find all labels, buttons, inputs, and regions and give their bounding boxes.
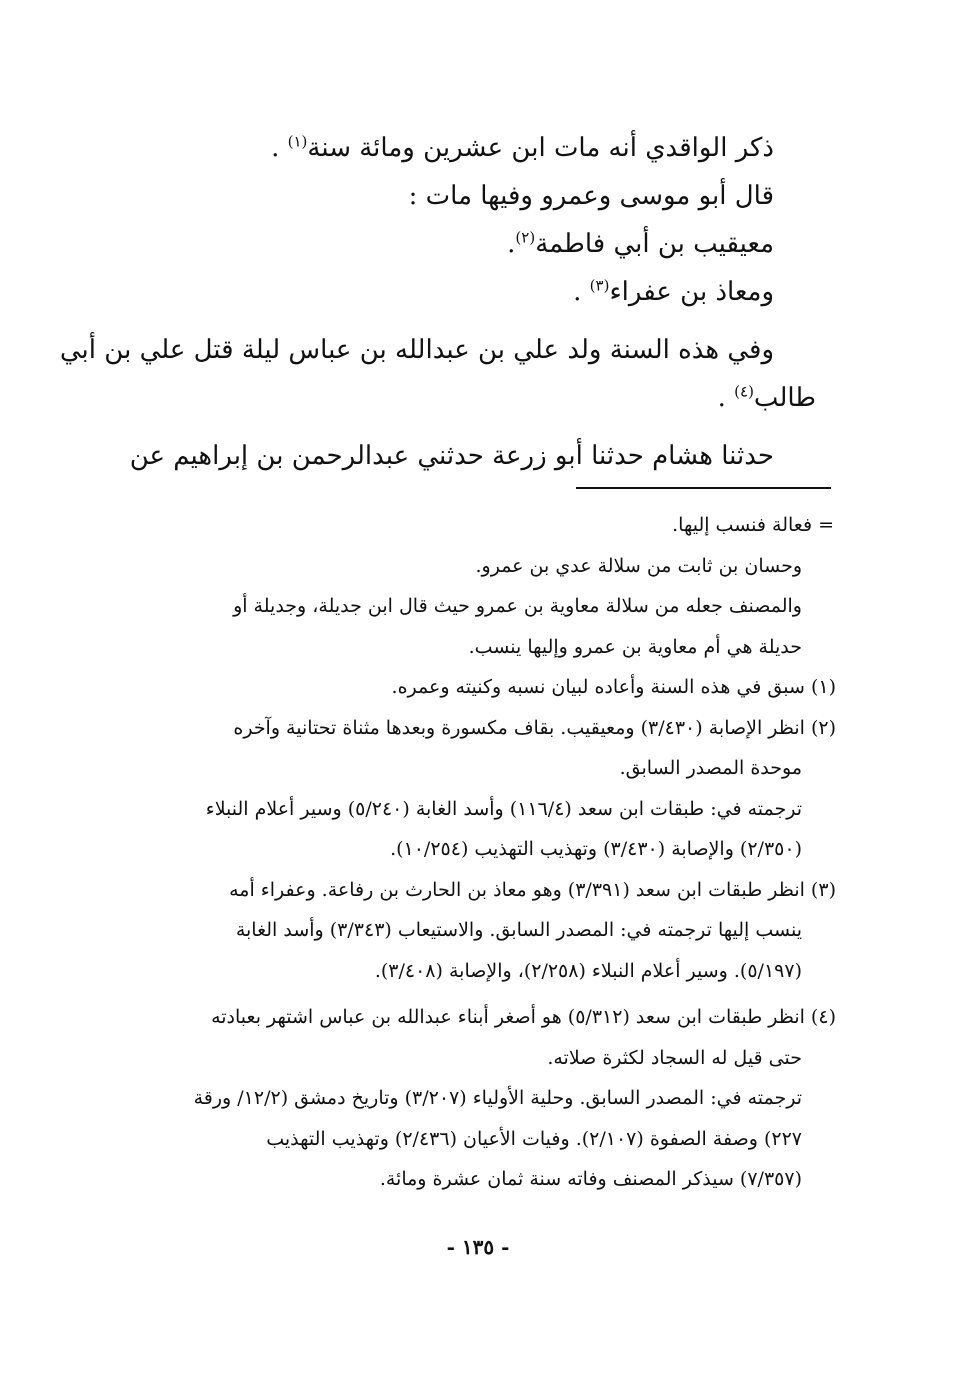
main-line-4-text: ومعاذ بن عفراء (609, 277, 774, 307)
footnote-2-line-3: ترجمته في: طبقات ابن سعد (١١٦/٤) وأسد الغابة (٥/٢٤٠) وسير أعلام النبلاء (205, 797, 802, 820)
footnote-continuation-line-3: والمصنف جعله من سلالة معاوية بن عمرو حيث قال ابن جديلة، وجديلة أو (233, 595, 802, 617)
footnote-continuation-line-2: وحسان بن ثابت من سلالة عدي بن عمرو. (475, 554, 802, 577)
main-para-2-line-2-text: طالب (753, 383, 816, 413)
main-para-2-line-1: وفي هذه السنة ولد علي بن عبدالله بن عباس ليلة قتل علي بن أبي (59, 335, 774, 365)
footnote-2-line-4: (٢/٣٥٠) والإصابة (٣/٤٣٠) وتهذيب التهذيب (١٠/٢٥٤). (390, 838, 802, 860)
main-line-3: معيقيب بن أبي فاطمة$^{(٢)}$. (507, 228, 774, 259)
footnote-2-line-1: (٢) انظر الإصابة (٣/٤٣٠) ومعيقيب. بقاف مكسورة وبعدها مثناة تحتانية وآخره (233, 716, 836, 739)
footnote-continuation-line-4: حديلة هي أم معاوية بن عمرو وإليها ينسب. (468, 635, 802, 658)
footnote-3-line-2: ينسب إليها ترجمته في: المصدر السابق. والاستيعاب (٣/٣٤٣) وأسد الغابة (235, 919, 802, 941)
footnote-4-line-2: حتى قيل له السجاد لكثرة صلاته. (547, 1046, 802, 1069)
footnote-2-line-2: موحدة المصدر السابق. (619, 757, 802, 779)
main-text (59, 124, 816, 480)
footnote-1: (١) سبق في هذه السنة وأعاده لبيان نسبه وكنيته وعمره. (391, 676, 836, 698)
footnote-ref-4: (٤) (734, 382, 754, 401)
main-line-1: ذكر الواقدي أنه مات ابن عشرين ومائة سنة$^{(١)}$ . (271, 132, 774, 163)
footnote-ref-2: (٢) (515, 228, 536, 247)
footnote-3-line-1: (٣) انظر طبقات ابن سعد (٣/٣٩١) وهو معاذ بن الحارث بن رفاعة. وعفراء أمه (229, 878, 836, 901)
footnote-4-line-4: ٢٢٧) وصفة الصفوة (٢/١٠٧). وفيات الأعيان (٢/٤٣٦) وتهذيب التهذيب (266, 1127, 802, 1150)
page-number: - ١٣٥ - (446, 1235, 510, 1259)
footnote-4-line-3: ترجمته في: المصدر السابق. وحلية الأولياء (٣/٢٠٧) وتاريخ دمشق (١٢/٢/ ورقة (193, 1087, 802, 1109)
main-para-3-line-1: حدثنا هشام حدثنا أبو زرعة حدثني عبدالرحمن بن إبراهيم عن (129, 441, 774, 471)
footnote-4-line-5: (٧/٣٥٧) سيذكر المصنف وفاته سنة ثمان عشرة ومائة. (379, 1168, 802, 1190)
footnote-continuation-line-1: = فعالة فنسب إليها. (672, 514, 834, 536)
footnotes (116, 505, 836, 1200)
footnote-3-line-3: (٥/١٩٧). وسير أعلام النبلاء (٢/٢٥٨)، والإصابة (٣/٤٠٨). (374, 959, 802, 982)
footnote-ref-3: (٣) (589, 276, 610, 295)
main-line-3-text: معيقيب بن أبي فاطمة (535, 229, 774, 259)
footnote-ref-1: (١) (287, 132, 308, 151)
main-line-2: قال أبو موسى وعمرو وفيها مات : (408, 181, 774, 211)
main-line-1-text: ذكر الواقدي أنه مات ابن عشرين ومائة سنة (307, 133, 774, 163)
main-line-4: ومعاذ بن عفراء$^{(٣)}$ . (573, 276, 774, 307)
footnote-separator (576, 487, 831, 489)
footnote-4-line-1: (٤) انظر طبقات ابن سعد (٥/٣١٢) هو أصغر أبناء عبدالله بن عباس اشتهر بعبادته (211, 1006, 836, 1028)
main-para-2-line-2: طالب$^{(٤)}$ . (717, 382, 816, 413)
